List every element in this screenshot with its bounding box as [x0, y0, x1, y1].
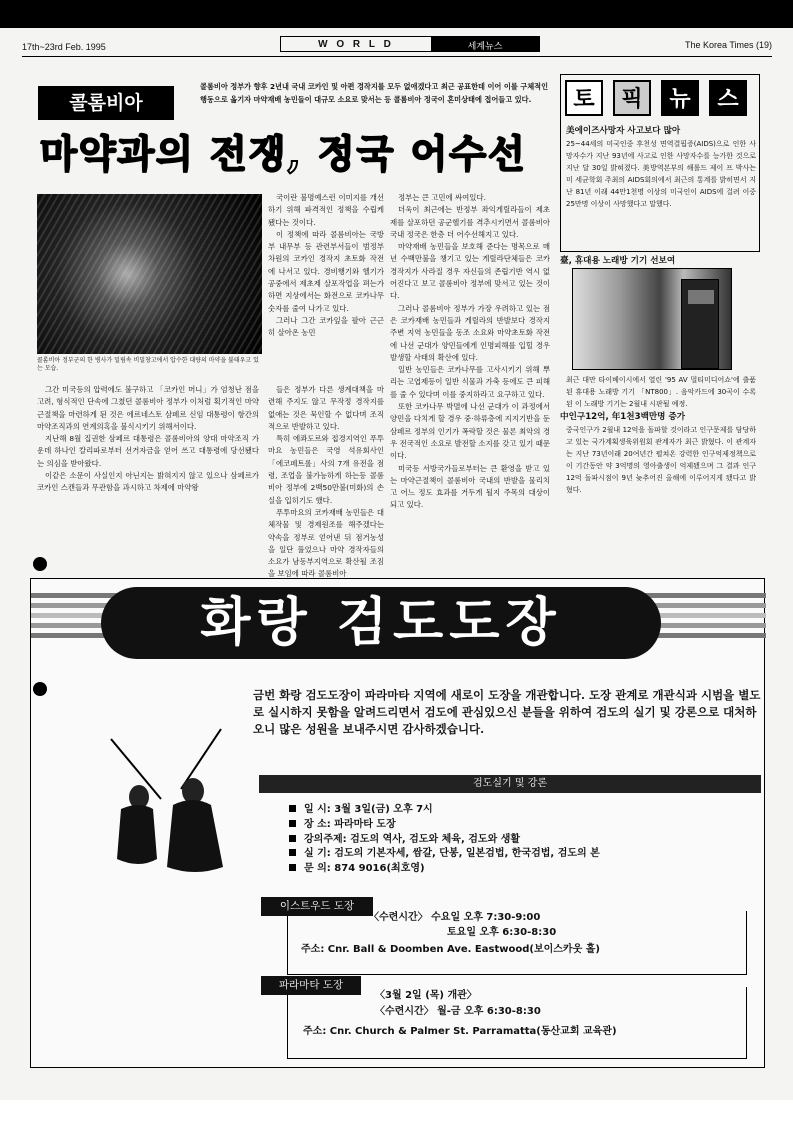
article-photo: [37, 194, 262, 354]
info-text: 일 시: 3월 3일(금) 오후 7시: [304, 804, 433, 815]
page-bottom-margin: [0, 1100, 793, 1122]
topic-text-3: 중국인구가 2월내 12억을 돌파할 것이라고 인구문제를 담당하고 있는 국가계획생육위원회 관계자가 최근 밝혔다. 이 관계자는 지난 73년이래 20여년간 펼쳐온 강력한 인구억제정책으로 이 기간동안 약 3억명의 영아출생이 억제됐으며 그 결과 인구 12억 돌파시점이 9년 늦추어진 올해에 이루어지게 됐다고 밝혔다.: [566, 426, 756, 494]
binder-hole: [33, 682, 47, 696]
paragraph: 미국등 서방국가들로부터는 큰 환영을 받고 있는 마약근절책이 콜롬비아 국내의 반발을 물리치고 어느 정도 효과를 거두게 될지 주목의 대상이 되고 있다.: [390, 463, 550, 510]
parramatta-label: 파라마타 도장: [261, 976, 361, 995]
paragraph: 일반 농민들은 코카나무를 고사시키기 위해 뿌리는 고엽제등이 일반 식물과 가축 등에도 큰 피해를 줄 수 있다며 이를 중지하라고 요구하고 있다.: [390, 365, 550, 399]
info-text: 장 소: 파라마타 도장: [304, 818, 396, 830]
header-rule: [22, 56, 772, 57]
paragraph: 그러나 콜롬비아 정부가 가장 우려하고 있는 점은 코카재배 농민들과 게릴라의 반발보다 경작지 주변 지역 농민들을 동조 소요와 마약초토화 작전에 나선 군대가 양민들에게 인명피해를 입힐 경우 발생할 사태의 확산에 있다.: [390, 303, 550, 362]
eastwood-hours-2: 토요일 오후 6:30-8:30: [447, 927, 557, 938]
paragraph: 국이란 불명예스런 이미지를 개선하기 위해 파격적인 정책을 수립케 됐다는 것이다.: [268, 193, 384, 227]
paragraph: 더욱이 최근에는 반정부 좌익게릴라들이 제초제를 살포하던 공군헬기를 격추시키면서 콜롬비아 국내 정국은 한층 더 어수선해지고 있다.: [390, 205, 550, 239]
title-char: 토: [565, 80, 603, 116]
info-text: 강의주제: 검도의 역사, 검도와 체육, 검도와 생활: [304, 833, 521, 845]
event-info-list: [289, 803, 749, 877]
paragraph: 정부는 큰 고민에 싸여있다.: [398, 193, 486, 202]
kendo-advertisement: [30, 578, 765, 1068]
info-text: 실 기: 검도의 기본자세, 쌈갈, 단봉, 일본검법, 한국검법, 검도의 본: [304, 848, 600, 860]
paragraph: 이 정책에 따라 콜롬비아는 국방부 내무부 등 관련부서들이 범정부차원의 코카인 경작지 초토화 작전에 나서고 있다. 경비행기와 헬기가 공중에서 제초제 살포작업을 펴는가하면 지상에서는 화전으로 코카나무 숫자를 줄여 나가고 있다.: [268, 229, 384, 313]
info-row: [289, 803, 749, 818]
binder-hole: [33, 557, 47, 571]
info-text: 문 의: 874 9016(최호영): [304, 863, 425, 875]
section-en: W O R L D: [318, 39, 394, 50]
article-column-3: [390, 192, 550, 512]
karaoke-photo: [572, 268, 732, 370]
topic-headline-2: 臺, 휴대용 노래방 기기 선보여: [560, 256, 676, 266]
topic-text-2: 최근 대만 타이베이시에서 열린 '95 AV 멀티미디어쇼'에 출품된 휴대용 노래방 기기 「NT800」. 음악카드에 30곡이 수록된 이 노래방 기기는 2월내 시판될 예정.: [566, 376, 756, 408]
country-badge: 콜롬비아: [38, 86, 174, 120]
paper-name: The Korea Times (19): [684, 40, 772, 50]
scan-border: [0, 0, 793, 28]
topic-news-title: [565, 80, 747, 116]
article-headline: 마약과의 전쟁, 정국 어수선: [40, 131, 527, 176]
title-char: 픽: [613, 80, 651, 116]
paragraph: 이같은 소문이 사실인지 아닌지는 밝혀지지 않고 있으나 삼페르가 코카인 스캔들과 무관함을 과시하고 차제에 마약왕: [37, 471, 259, 493]
title-char: 뉴: [661, 80, 699, 116]
article-column-1: [37, 384, 259, 495]
section-ko: 세계뉴스: [431, 37, 539, 51]
title-char: 스: [709, 80, 747, 116]
topic-headline-3: 中인구12억, 年1천3백만명 증가: [560, 412, 686, 422]
parramatta-dojang-box: [287, 987, 747, 1059]
eastwood-hours-1: 〈수련시간〉 수요일 오후 7:30-9:00: [369, 912, 541, 923]
page-header: [22, 36, 772, 54]
paragraph: 마약재배 농민들을 보호해 준다는 명목으로 매년 수백만불을 챙기고 있는 게릴라단체들은 코카경작지가 사라질 경우 자신들의 존립기반 역시 없어진다고 보고 콜롬비아 정부에 맞서고 있는 것이다.: [390, 242, 550, 301]
article-lead: 콜롬비아 정부가 향후 2년내 국내 코카인 및 아편 경작지를 모두 없애겠다고 최근 공표한데 이어 이를 구체적인 행동으로 옮기자 마약재배 농민들이 대규모 소요로 맞서는 등 콜롬비아 정국이 혼미상태에 접어들고 있다.: [200, 82, 549, 104]
issue-date: 17th~23rd Feb. 1995: [22, 42, 106, 52]
ad-title: 화랑 검도도장: [101, 587, 661, 659]
paragraph: 그간 미국등의 압력에도 불구하고 「코카인 머니」가 엄청난 점을 고려, 형식적인 단속에 그쳤던 콜롬비아 정부가 이처럼 획기적인 마약근절책을 마련하게 된 것은 에르네스토 삼페르 신임 대통령이 항간의 마약조직과의 연계의혹을 불식시키기 위해서이다.: [37, 385, 259, 431]
article-column-2b: [268, 384, 384, 581]
paragraph: 지난해 8월 집권한 삼페르 대통령은 콜롬비아의 양대 마약조직 가운데 하나인 칼리파로부터 선거자금을 얻어 쓰고 대통령에 당선됐다는 의심을 받아왔다.: [37, 434, 259, 468]
eastwood-address: 주소: Cnr. Ball & Doomben Ave. Eastwood(보이스카웃 홀): [301, 944, 600, 955]
paragraph: 그러나 그간 코카잎을 팔아 근근히 살아온 농민: [268, 315, 384, 338]
info-row: [289, 862, 749, 877]
ad-subtitle-bar: 검도실기 및 강론: [259, 775, 761, 793]
section-banner: [280, 36, 540, 52]
paragraph: 푸투마요의 코카재배 농민들은 대체작물 및 경제원조를 해주겠다는 약속을 정부로 얻어낸 뒤 점거농성을 일단 풀었으나 마약 경작자들의 소요가 남동부지역으로 확산될 조짐을 보임에 따라 콜롬비아: [268, 507, 384, 579]
ad-intro: 금번 화랑 검도도장이 파라마타 지역에 새로이 도장을 개관합니다. 도장 관계로 개관식과 시범을 별도로 실시하지 못함을 알려드리면서 검도에 관심있으신 분들을 위하여 검도의 실기 및 강론으로 대처하오니 많은 성원을 보내주시면 감사하겠습니다.: [253, 688, 761, 736]
topic-headline-1: 美에이즈사망자 사고보다 많아: [566, 126, 681, 136]
info-row: [289, 833, 749, 848]
kendo-fighters-illustration: [91, 709, 241, 879]
parramatta-hours: 〈수련시간〉 월-금 오후 6:30-8:30: [375, 1006, 541, 1017]
info-row: [289, 847, 749, 862]
info-row: [289, 818, 749, 833]
topic-text-1: 25~44세의 미국인중 후천성 면역결핍증(AIDS)으로 인한 사망자수가 지난 93년에 사고로 인한 사망자수를 능가한 것으로 지난 달 30일 밝혀졌다. 美방역본부의 해롤드 제이 프 박사는 미 세균학회 주최의 AIDS회의에서 최근의 통계를 밝히면서 지난 81년 이래 44만1천명 이상의 미국인이 AIDS에 걸려 이중 25만명 이상이 사망했다고 말했다.: [566, 140, 756, 208]
parramatta-address: 주소: Cnr. Church & Palmer St. Parramatta(동산교회 교육관): [303, 1026, 617, 1037]
article-column-2a: [268, 192, 384, 340]
paragraph: 들은 정부가 다른 생계대책을 마련해 주지도 않고 무작정 경작지를 없애는 것은 묵인할 수 없다며 조직적으로 반발하고 있다.: [268, 385, 384, 431]
paragraph: 또한 코카나무 박멸에 나선 군대가 이 과정에서 양민을 다치게 할 경우 중·하류층에 지지기반을 둔 삼페르 정부의 인기가 폭락할 것은 물론 최악의 경우 전국적인 소요로 발전할 소지를 갖고 있기 때문이다.: [390, 402, 550, 461]
photo-caption: 콜롬비아 정부군의 한 병사가 밀림속 비밀창고에서 압수한 대량의 마약을 불태우고 있는 모습.: [37, 357, 259, 372]
eastwood-label: 이스트우드 도장: [261, 897, 373, 916]
paragraph: 특히 에콰도르와 접경지역인 푸투마요 농민들은 국영 석유회사인 「에코페트롤」사의 7개 유전을 점령, 조업을 불가능하게 하는등 콜롬비아 정부에 2백50만불(미화)의 손실을 입히기도 했다.: [268, 434, 384, 505]
parramatta-opening: 〈3월 2일 (목) 개관〉: [375, 990, 477, 1001]
